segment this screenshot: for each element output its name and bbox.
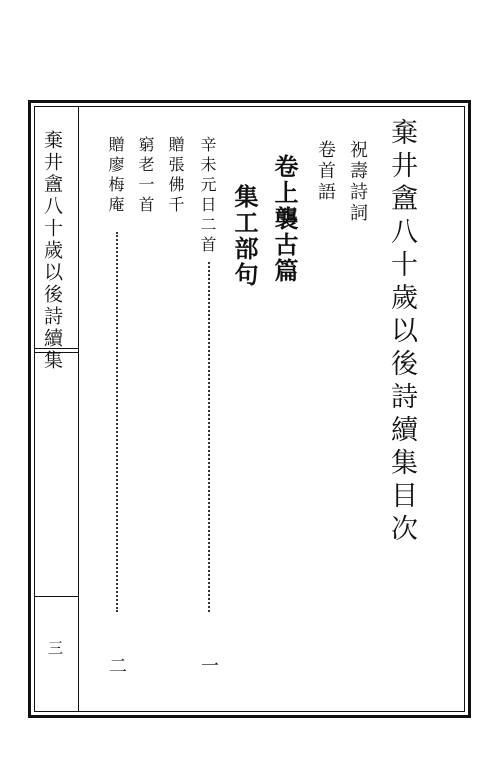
volume-title: 卷上襲古篇 xyxy=(270,154,299,284)
spine-page-number: 三 xyxy=(46,640,64,655)
book-title: 棄井盦八十歲以後詩續集目次 xyxy=(386,118,417,547)
toc-entry[interactable]: 贈廖梅庵 xyxy=(106,136,125,216)
toc-page-number: 一 xyxy=(198,656,219,674)
toc-entry[interactable]: 贈張佛千 xyxy=(166,136,185,216)
spine-rule xyxy=(34,596,78,597)
dot-leader xyxy=(116,232,118,612)
toc-entry[interactable]: 窮老一首 xyxy=(136,136,155,216)
toc-entry[interactable]: 辛未元日二首 xyxy=(198,136,217,256)
dot-leader xyxy=(208,262,210,612)
spine-divider xyxy=(78,106,79,712)
spine-title: 棄井盦八十歲以後詩續集 xyxy=(41,130,63,372)
section-juanshou[interactable]: 卷首語 xyxy=(315,140,336,203)
chapter-title: 集工部句 xyxy=(230,184,259,288)
section-zhushou[interactable]: 祝壽詩詞 xyxy=(347,140,368,224)
toc-page-number: 二 xyxy=(106,656,127,674)
